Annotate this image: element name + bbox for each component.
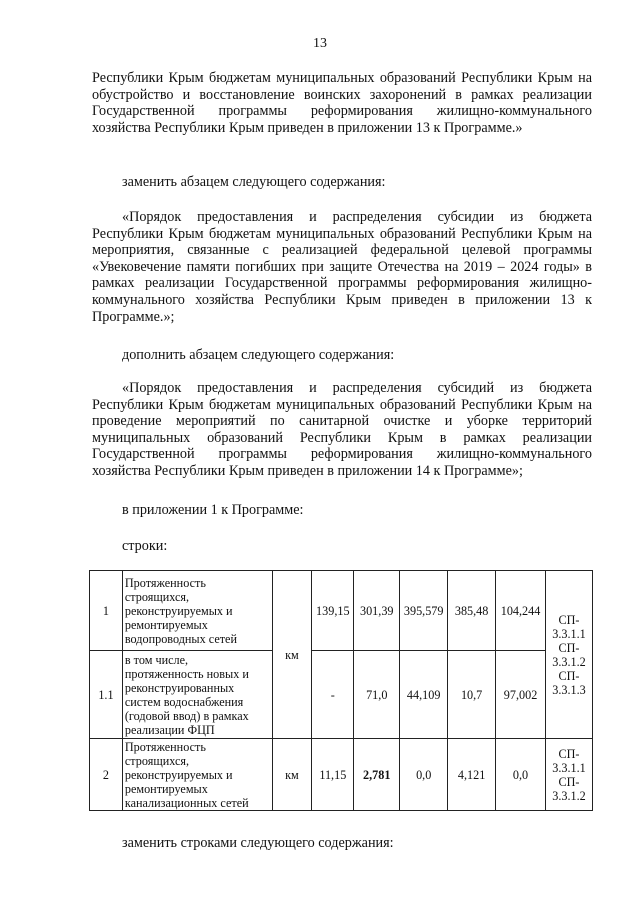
paragraph-3: «Порядок предоставления и распределения субсидии из бюджета Республики Крым бюджетам муниципальных образований Республики Крым на мероприятия, связанные с реализацией федеральной целевой программы «Увековечение памяти погибших при защите Отечества на 2019 – 2024 годы» в рамках реализации Государственной программы реформирования жилищно-коммунального хозяйства Республики Крым приведен в приложении 13 к Программе.»; xyxy=(92,209,592,325)
cell-value: 10,7 xyxy=(448,651,496,739)
paragraph-4: дополнить абзацем следующего содержания: xyxy=(122,347,395,363)
cell-value: 71,0 xyxy=(354,651,400,739)
paragraph-8: заменить строками следующего содержания: xyxy=(122,835,394,851)
row-name: Протяженность строящихся, реконструируемых и ремонтируемых водопроводных сетей xyxy=(122,571,272,651)
cell-value: 4,121 xyxy=(448,739,496,811)
row-code: СП- 3.3.1.1 СП- 3.3.1.2 СП- 3.3.1.3 xyxy=(546,571,593,739)
row-code: СП- 3.3.1.1 СП- 3.3.1.2 xyxy=(546,739,593,811)
row-name: Протяженность строящихся, реконструируемых и ремонтируемых канализационных сетей xyxy=(122,739,272,811)
table-row xyxy=(90,739,593,811)
cell-value: 395,579 xyxy=(400,571,448,651)
row-unit: км xyxy=(272,739,312,811)
cell-value: 0,0 xyxy=(496,739,546,811)
row-number: 1 xyxy=(90,571,123,651)
cell-value: 44,109 xyxy=(400,651,448,739)
paragraph-7: строки: xyxy=(122,538,168,554)
row-number: 2 xyxy=(90,739,123,811)
cell-value: - xyxy=(312,651,354,739)
cell-value: 97,002 xyxy=(496,651,546,739)
row-name: в том числе, протяженность новых и реконструированных систем водоснабжения (годовой ввод) в рамках реализации ФЦП xyxy=(122,651,272,739)
cell-value: 385,48 xyxy=(448,571,496,651)
page-number: 13 xyxy=(313,36,327,51)
paragraph-6: в приложении 1 к Программе: xyxy=(122,502,304,518)
cell-value: 2,781 xyxy=(354,739,400,811)
row-unit: км xyxy=(272,571,312,739)
cell-value: 139,15 xyxy=(312,571,354,651)
cell-value: 11,15 xyxy=(312,739,354,811)
paragraph-1: Республики Крым бюджетам муниципальных образований Республики Крым на обустройство и восстановление воинских захоронений в рамках реализации Государственной программы реформирования жилищно-коммунального хозяйства Республики Крым приведен в приложении 13 к Программе.» xyxy=(92,70,592,136)
table-row xyxy=(90,571,593,651)
indicators-table xyxy=(89,570,593,811)
table-row xyxy=(90,651,593,739)
paragraph-5: «Порядок предоставления и распределения субсидий из бюджета Республики Крым бюджетам муниципальных образований Республики Крым на проведение мероприятий по санитарной очистке и уборке территорий муниципальных образований Республики Крым в рамках реализации Государственной программы реформирования жилищно-коммунального хозяйства Республики Крым приведен в приложении 14 к Программе»; xyxy=(92,380,592,479)
paragraph-2: заменить абзацем следующего содержания: xyxy=(122,174,386,190)
cell-value: 0,0 xyxy=(400,739,448,811)
cell-value: 104,244 xyxy=(496,571,546,651)
row-number: 1.1 xyxy=(90,651,123,739)
cell-value: 301,39 xyxy=(354,571,400,651)
